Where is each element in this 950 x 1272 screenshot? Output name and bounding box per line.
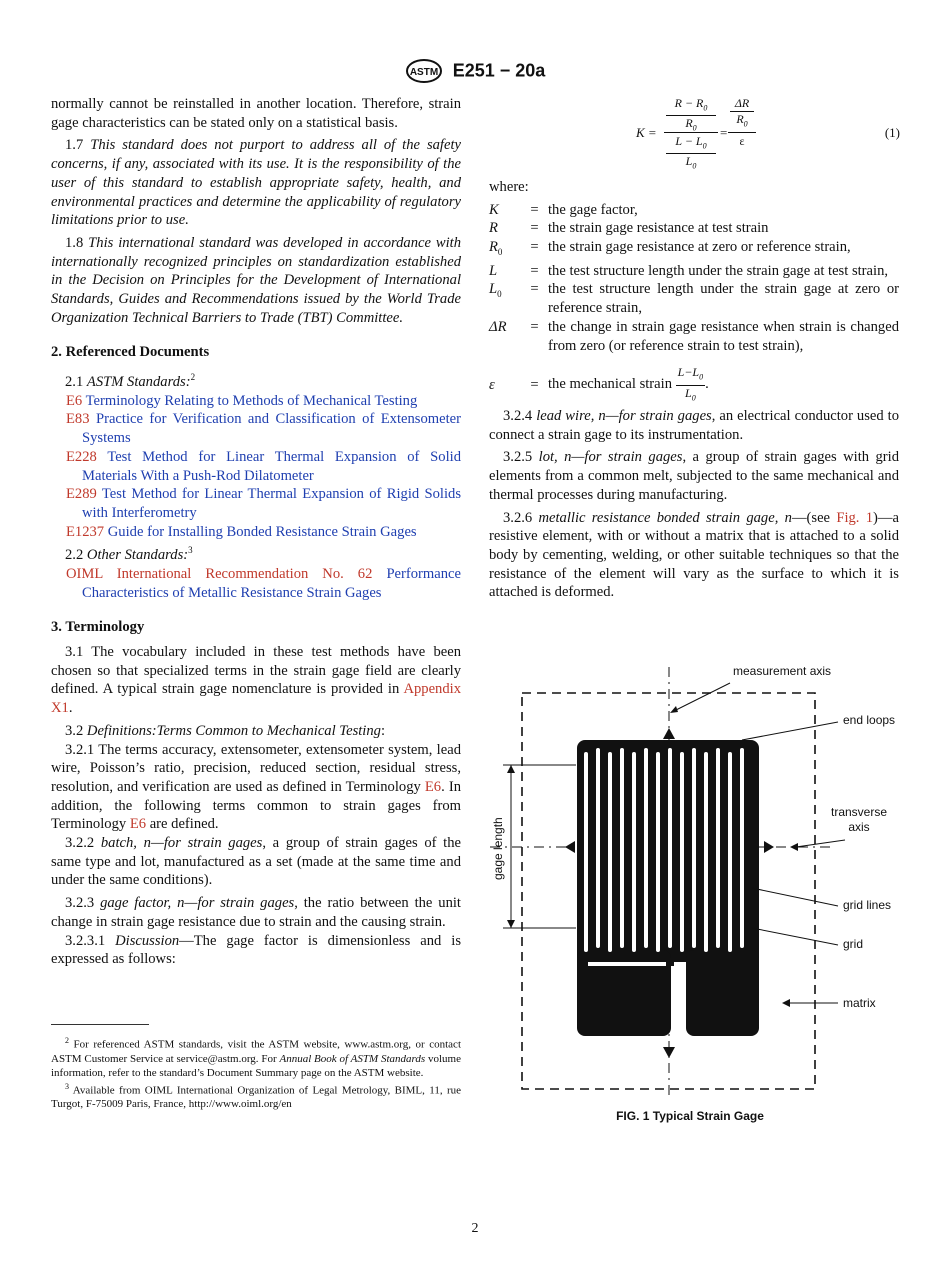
definition-row: $R_0$ = the strain gage resistance at zero or reference strain, — [489, 239, 851, 258]
label-transverse: transverse — [830, 805, 888, 819]
fig-1-link[interactable]: Fig. 1 — [836, 509, 874, 526]
section-3-1: 3.1 The vocabulary included in these test methods have been chosen so that specialized terms in the strain gage field are clearly defined. A typical strain gage nomenclature is provided in Appendix X1. — [51, 644, 461, 717]
svg-text:ASTM: ASTM — [409, 67, 438, 78]
label-grid: grid — [843, 937, 864, 951]
standard-designation: E251 − 20a — [452, 60, 546, 81]
label-matrix: matrix — [843, 996, 876, 1010]
definition-row: K = the gage factor, — [489, 201, 638, 218]
figure-caption: FIG. 1 Typical Strain Gage — [616, 1109, 764, 1123]
left-column — [51, 95, 461, 969]
definition-row: ε = the mechanical strain $\frac{L-L_0}{L_0}$ . — [489, 365, 709, 403]
grid-pattern — [577, 740, 759, 1038]
bottom-marker — [663, 1047, 675, 1058]
footnote-rule — [51, 1024, 149, 1025]
e6-link[interactable]: E6 — [424, 778, 442, 795]
label-end-loops: end loops — [843, 713, 896, 727]
section-3-2: 3.2 Definitions:Terms Common to Mechanical Testing: — [65, 722, 386, 739]
page-header — [0, 58, 950, 84]
left-marker — [565, 841, 575, 853]
reference-item[interactable]: E1237 Guide for Installing Bonded Resistance Strain Gages — [66, 523, 417, 540]
footnote-3: $^3$ Available from OIML International Organization of Legal Metrology, BIML, 11, rue Turgot, F-75009 Paris, France, http://www.oiml.org/en — [51, 1081, 461, 1111]
section-3-2-3: 3.2.3 gage factor, n—for strain gages, the ratio between the unit change in strain gage resistance due to strain and the causing strain. — [51, 895, 461, 930]
definition-row: ΔR = the change in strain gage resistance when strain is changed from zero (or reference strain to test strain), — [489, 318, 899, 354]
section-2-1: 2.1 ASTM Standards:$^2$ — [65, 372, 196, 390]
where-label: where: — [489, 179, 529, 195]
gage-factor-equation: K = $R - R_0$ $R_0$ $L - L_0$ $L_0$ = ΔR $R_0$ ε (1) — [636, 96, 900, 171]
section-3-2-4: 3.2.4 lead wire, n—for strain gages, an electrical conductor used to connect a strain gage to its instrumentation. — [489, 408, 900, 443]
equation-number: (1) — [884, 125, 900, 140]
continued-paragraph: normally cannot be reinstalled in another location. Therefore, strain gage characteristics can be stated only on a statistical basis. — [51, 96, 461, 131]
section-1-7: 1.7 This standard does not purport to address all of the safety concerns, if any, associated with its use. It is the responsibility of the user of this standard to establish appropriate safety, health, and environmental practices and determine the applicability of regulatory limitations prior to use. — [51, 137, 461, 229]
definition-row: R = the strain gage resistance at test strain — [489, 220, 769, 237]
section-1-8: 1.8 This international standard was developed in accordance with internationally recognized principles on standardization established in the Decision on Principles for the Development of International Standards, Guides and Recommendations issued by the World Trade Organization Technical Barriers to Trade (TBT) Committee. — [51, 234, 462, 326]
page-number: 2 — [471, 1221, 479, 1236]
label-grid-lines: grid lines — [843, 898, 892, 912]
reference-item[interactable]: E289 Test Method for Linear Thermal Expansion of Rigid Solids with Interferometry — [66, 486, 461, 521]
label-axis: axis — [848, 820, 870, 834]
astm-reference-list — [51, 392, 461, 542]
label-measurement-axis: measurement axis — [733, 664, 832, 678]
section-3-2-5: 3.2.5 lot, n—for strain gages, a group of strain gages with grid elements from a common melt, subjected to the same mechanical and thermal processes during manufacturing. — [489, 449, 899, 503]
section-3-2-1: 3.2.1 The terms accuracy, extensometer, extensometer system, lead wire, Poisson’s ratio, precision, reduced section, residual stress, resolution, and verification are used as defined in Terminology E6. In addition, the following terms common to strain gages from Terminology E6 are defined. — [51, 741, 461, 833]
reference-item[interactable]: E228 Test Method for Linear Thermal Expansion of Solid Materials With a Push-Rod Dilatometer — [66, 448, 461, 484]
right-marker — [764, 841, 774, 853]
strain-gage-figure — [480, 655, 910, 1105]
footnotes — [51, 1034, 461, 1111]
reference-item[interactable]: E83 Practice for Verification and Classification of Extensometer Systems — [66, 411, 461, 447]
section-3-heading: 3. Terminology — [51, 619, 145, 636]
label-gage-length: gage length — [491, 817, 505, 880]
astm-logo — [405, 58, 443, 84]
section-3-2-2: 3.2.2 batch, n—for strain gages, a group of strain gages of the same type and lot, manufactured as a set (made at the same time and under the same conditions). — [51, 835, 461, 889]
section-3-2-3-1: 3.2.3.1 Discussion—The gage factor is dimensionless and is expressed as follows: — [51, 932, 462, 968]
e6-link[interactable]: E6 — [129, 816, 147, 833]
definition-row: L = the test structure length under the strain gage at test strain, — [489, 262, 889, 279]
reference-item[interactable]: E6 Terminology Relating to Methods of Mechanical Testing — [66, 392, 418, 409]
where-block — [489, 178, 899, 602]
oiml-reference[interactable]: OIML International Recommendation No. 62 Performance Characteristics of Metallic Resistance Strain Gages — [66, 565, 461, 601]
section-3-2-6: 3.2.6 metallic resistance bonded strain gage, n—(see Fig. 1)—a resistive element, with or without a matrix that is attached to a solid body by cementing, welding, or other suitable techniques so that the resistance of the element will vary as the surface to which it is attached is deformed. — [489, 509, 899, 601]
section-2-2: 2.2 Other Standards:$^3$ — [65, 545, 193, 564]
top-marker — [663, 728, 675, 739]
footnote-2: $^2$ For referenced ASTM standards, visit the ASTM website, www.astm.org, or contact ASTM Customer Service at service@astm.org. For Annual Book of ASTM Standards volume information, refer to the standard’s Document Summary page on the ASTM website. — [51, 1036, 461, 1079]
section-2-heading: 2. Referenced Documents — [51, 344, 210, 361]
appendix-link[interactable]: Appendix X1 — [51, 681, 461, 717]
definition-row: $L_0$ = the test structure length under the strain gage at zero or reference strain, — [489, 281, 899, 317]
